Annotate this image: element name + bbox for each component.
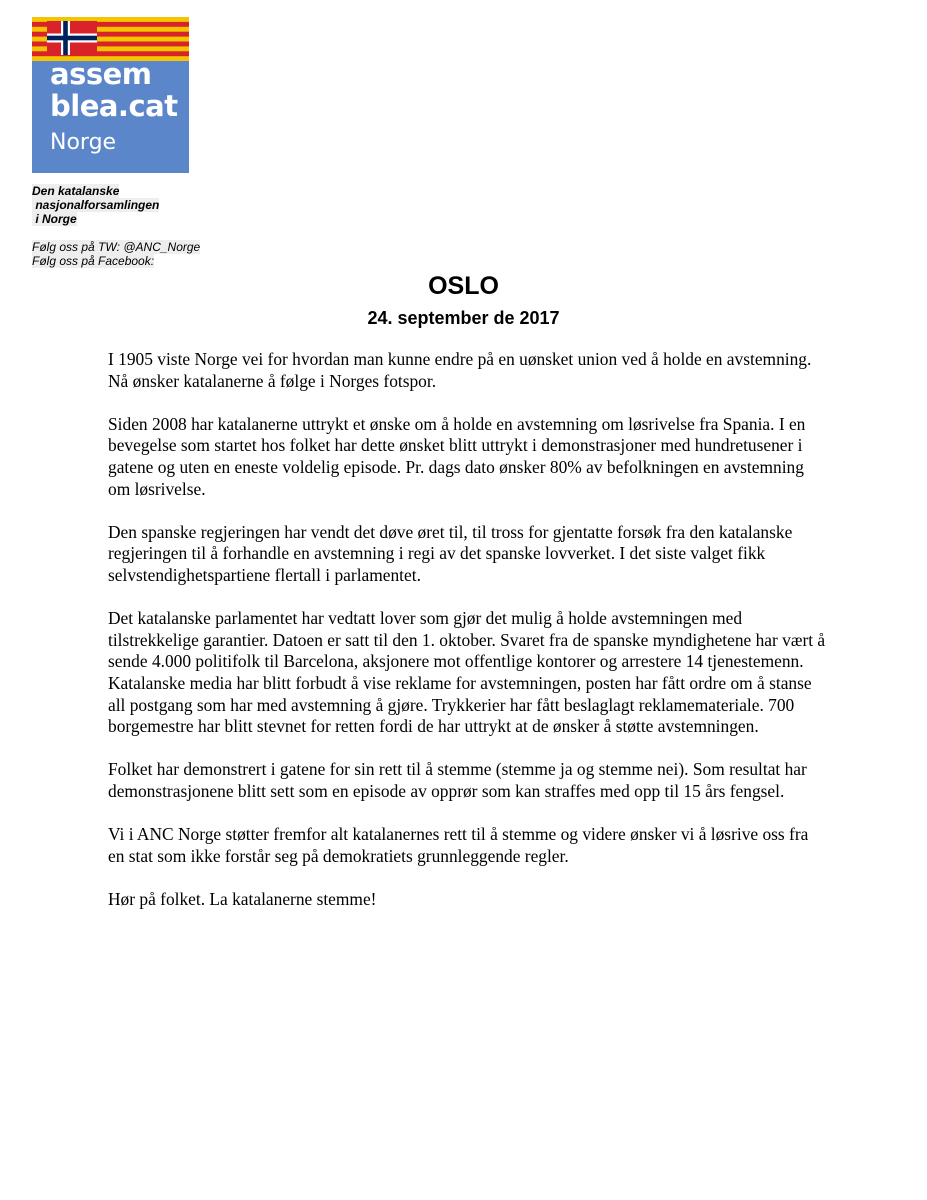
norwegian-flag-icon	[47, 21, 97, 55]
organization-name	[32, 184, 159, 226]
org-name-line: nasjonalforsamlingen	[32, 198, 160, 212]
facebook-follow: Følg oss på Facebook:	[32, 254, 155, 268]
paragraph: Siden 2008 har katalanerne uttrykt et ønske om å holde en avstemning om løsrivelse fra Spania. I en bevegelse som startet hos folket har dette ønsket blitt uttrykt i demonstrasjoner med hundretusener i gatene og uten en eneste voldelig episode. Pr. dags dato ønsker 80% av befolkningen en avstemning om løsrivelse.	[108, 413, 806, 499]
paragraph: Vi i ANC Norge støtter fremfor alt katalanernes rett til å stemme og videre ønsker vi å løsrive oss fra en stat som ikke forstår seg på demokratiets grunnleggende regler.	[108, 824, 809, 866]
paragraph: Folket har demonstrert i gatene for sin rett til å stemme (stemme ja og stemme nei). Som resultat har demonstrasjonene blitt sett som en episode av opprør som kan straffes med opp til 15 års fengsel.	[108, 759, 807, 801]
paragraph: Hør på folket. La katalanerne stemme!	[108, 888, 377, 909]
paragraph: Det katalanske parlamentet har vedtatt lover som gjør det mulig å holde avstemningen med tilstrekkelige garantier. Datoen er satt til den 1. oktober. Svaret fra de spanske myndighetene har vært å sende 4.000 politifolk til Barcelona, aksjonere mot offentlige kontorer og arrestere 14 tjenestemenn. Katalanske media har blitt forbudt å vise reklame for avstemningen, posten har fått ordre om å stanse all postgang som har med avstemning å gjøre. Trykkerier har fått beslaglagt reklamemateriale. 700 borgemestre har blitt stevnet for retten fordi de har uttrykt at de ønsker å støtte avstemningen.	[108, 608, 826, 737]
twitter-follow: Følg oss på TW: @ANC_Norge	[32, 240, 201, 254]
paragraph: Den spanske regjeringen har vendt det døve øret til, til tross for gjentatte forsøk fra den katalanske regjeringen til å forhandle en avstemning i regi av det spanske lovverket. I det siste valget fikk selvstendighetspartiene flertall i parlamentet.	[108, 521, 793, 585]
paragraph: I 1905 viste Norge vei for hvordan man kunne endre på en uønsket union ved å holde en avstemning. Nå ønsker katalanerne å følge i Norges fotspor.	[108, 349, 812, 391]
logo-text-line-1: assem	[50, 57, 152, 91]
logo-text-line-3: Norge	[50, 130, 117, 155]
document-date: 24. september de 2017	[367, 308, 560, 328]
follow-links	[32, 240, 200, 268]
org-name-line: i Norge	[32, 212, 77, 226]
org-name-line: Den katalanske	[32, 184, 120, 198]
logo-text-line-2: blea.cat	[50, 89, 178, 123]
flag-stripes-icon	[32, 17, 189, 61]
assemblea-logo	[32, 17, 189, 173]
page-title: OSLO	[428, 272, 499, 300]
document-body	[108, 349, 828, 932]
